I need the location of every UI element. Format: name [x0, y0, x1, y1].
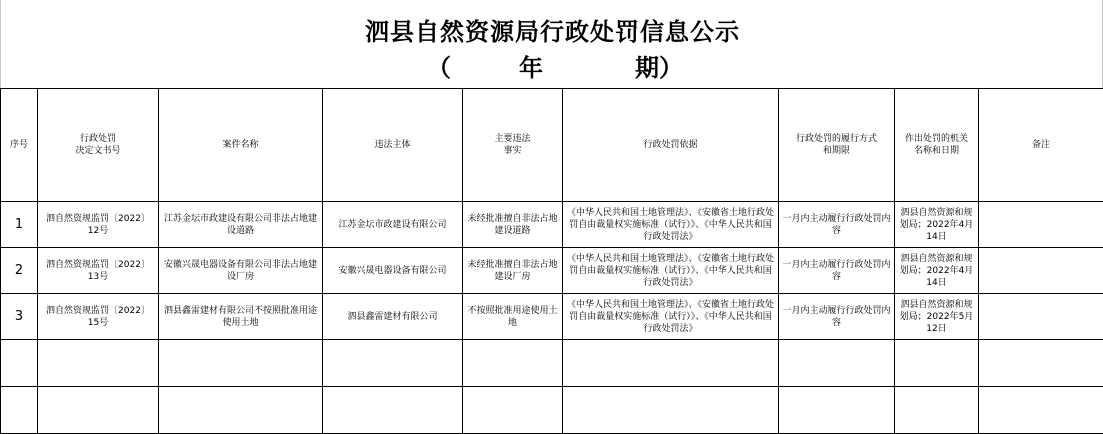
cell-basis: 《中华人民共和国土地管理法》、《安徽省土地行政处罚自由裁量权实施标准（试行）》、《中华人民共和国行政处罚法》	[563, 248, 779, 294]
empty-cell	[895, 387, 979, 434]
col-header-doc	[38, 89, 159, 202]
table-row	[1, 202, 1103, 248]
cell-party: 泗县鑫雷建材有限公司	[323, 294, 463, 340]
col-header-authority	[895, 89, 979, 202]
empty-cell	[323, 387, 463, 434]
col-header-authority-text: 作出处罚的机关 名称和日期	[905, 134, 968, 156]
col-header-party: 违法主体	[323, 89, 463, 202]
col-header-basis: 行政处罚依据	[563, 89, 779, 202]
col-header-method-text: 行政处罚的履行方式 和期限	[796, 134, 877, 156]
cell-case: 安徽兴晟电器设备有限公司非法占地建设厂房	[159, 248, 323, 294]
cell-method: 一月内主动履行行政处罚内容	[779, 248, 895, 294]
period-year: 年	[519, 48, 543, 83]
empty-cell	[38, 340, 159, 387]
cell-basis: 《中华人民共和国土地管理法》、《安徽省土地行政处罚自由裁量权实施标准（试行）》、《中华人民共和国行政处罚法》	[563, 294, 779, 340]
period-open: （	[427, 48, 451, 83]
cell-authority: 泗县自然资源和规划局；2022年5月12日	[895, 294, 979, 340]
cell-party: 江苏金坛市政建设有限公司	[323, 202, 463, 248]
cell-authority: 泗县自然资源和规划局；2022年4月14日	[895, 202, 979, 248]
empty-cell	[38, 387, 159, 434]
cell-note	[979, 202, 1103, 248]
empty-cell	[779, 340, 895, 387]
penalty-table	[0, 88, 1103, 434]
cell-fact: 未经批准擅自非法占地建设厂房	[463, 248, 563, 294]
empty-cell	[1, 387, 38, 434]
cell-case: 泗县鑫雷建材有限公司不按照批准用途使用土地	[159, 294, 323, 340]
col-header-fact	[463, 89, 563, 202]
empty-cell	[979, 340, 1103, 387]
cell-authority: 泗县自然资源和规划局；2022年4月14日	[895, 248, 979, 294]
header-row	[1, 89, 1103, 202]
col-header-no: 序号	[1, 89, 38, 202]
cell-note	[979, 294, 1103, 340]
empty-cell	[563, 387, 779, 434]
table-row	[1, 294, 1103, 340]
cell-case: 江苏金坛市政建设有限公司非法占地建设道路	[159, 202, 323, 248]
cell-method: 一月内主动履行行政处罚内容	[779, 202, 895, 248]
cell-no: 2	[1, 248, 38, 294]
empty-cell	[159, 387, 323, 434]
empty-cell	[463, 387, 563, 434]
empty-cell	[463, 340, 563, 387]
empty-cell	[323, 340, 463, 387]
table-row	[1, 248, 1103, 294]
cell-basis: 《中华人民共和国土地管理法》、《安徽省土地行政处罚自由裁量权实施标准（试行）》、《中华人民共和国行政处罚法》	[563, 202, 779, 248]
empty-row	[1, 340, 1103, 387]
col-header-doc-text: 行政处罚 决定文书号	[75, 134, 120, 156]
col-header-method	[779, 89, 895, 202]
cell-no: 3	[1, 294, 38, 340]
cell-party: 安徽兴晟电器设备有限公司	[323, 248, 463, 294]
cell-method: 一月内主动履行行政处罚内容	[779, 294, 895, 340]
col-header-fact-text: 主要违法 事实	[494, 134, 530, 156]
cell-fact: 不按照批准用途使用土地	[463, 294, 563, 340]
empty-cell	[979, 387, 1103, 434]
cell-doc: 泗自然资规监罚〔2022〕15号	[38, 294, 159, 340]
col-header-note: 备注	[979, 89, 1103, 202]
page-title: 泗县自然资源局行政处罚信息公示	[1, 12, 1103, 47]
cell-fact: 未经批准擅自非法占地建设道路	[463, 202, 563, 248]
cell-doc: 泗自然资规监罚〔2022〕12号	[38, 202, 159, 248]
empty-row	[1, 387, 1103, 434]
empty-cell	[159, 340, 323, 387]
cell-no: 1	[1, 202, 38, 248]
empty-cell	[563, 340, 779, 387]
cell-note	[979, 248, 1103, 294]
col-header-case: 案件名称	[159, 89, 323, 202]
page-header	[0, 0, 1103, 88]
empty-cell	[779, 387, 895, 434]
empty-cell	[1, 340, 38, 387]
period-issue: 期）	[635, 48, 683, 83]
cell-doc: 泗自然资规监罚〔2022〕13号	[38, 248, 159, 294]
empty-cell	[895, 340, 979, 387]
